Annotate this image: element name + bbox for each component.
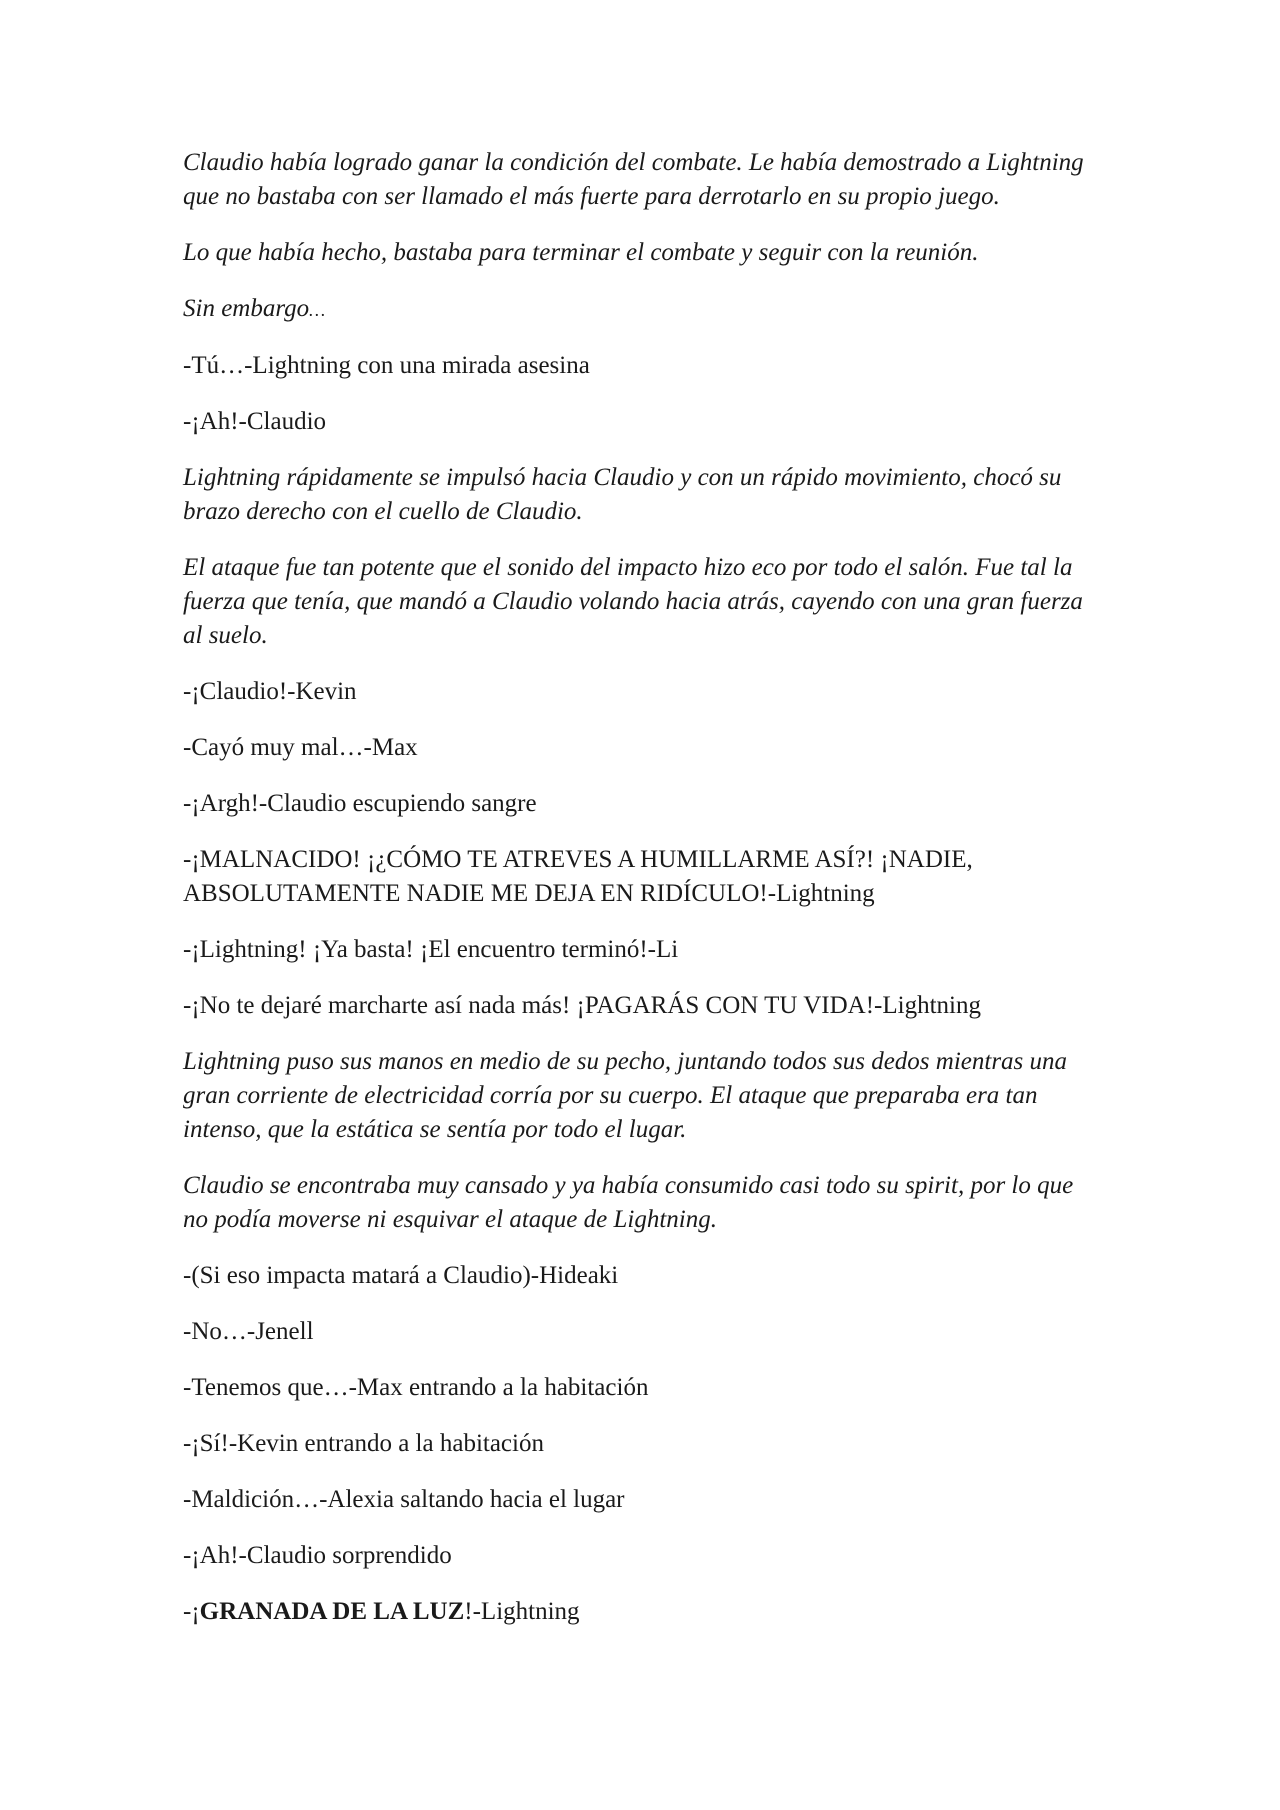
paragraph-dialogue: -¡MALNACIDO! ¡¿CÓMO TE ATREVES A HUMILLARME ASÍ?! ¡NADIE, ABSOLUTAMENTE NADIE ME DEJA EN RIDÍCULO!-Lightning (183, 846, 973, 907)
paragraph-narration: Lightning rápidamente se impulsó hacia Claudio y con un rápido movimiento, chocó su brazo derecho con el cuello de Claudio. (183, 464, 1062, 525)
paragraph-narration: El ataque fue tan potente que el sonido del impacto hizo eco por todo el salón. Fue tal la fuerza que tenía, que mandó a Claudio volando hacia atrás, cayendo con una gran fuerza al suelo. (183, 554, 1083, 649)
paragraph-dialogue: -¡Lightning! ¡Ya basta! ¡El encuentro terminó!-Li (183, 936, 679, 963)
paragraph-narration: Claudio se encontraba muy cansado y ya había consumido casi todo su spirit, por lo que no podía moverse ni esquivar el ataque de Lightning. (183, 1172, 1074, 1233)
paragraph-dialogue: -Cayó muy mal…-Max (183, 734, 418, 761)
paragraph-narration: Claudio había logrado ganar la condición del combate. Le había demostrado a Lightning que no bastaba con ser llamado el más fuerte para derrotarlo en su propio juego. (183, 149, 1084, 210)
paragraph-dialogue: -¡No te dejaré marcharte así nada más! ¡PAGARÁS CON TU VIDA!-Lightning (183, 992, 981, 1019)
paragraph-narration (183, 292, 1103, 327)
ellipsis: … (309, 300, 326, 320)
paragraph-dialogue: -¡Ah!-Claudio (183, 408, 327, 435)
document-body (183, 146, 1103, 1651)
paragraph-dialogue: -¡Sí!-Kevin entrando a la habitación (183, 1430, 544, 1457)
paragraph-narration: Lightning puso sus manos en medio de su pecho, juntando todos sus dedos mientras una gran corriente de electricidad corría por su cuerpo. El ataque que preparaba era tan intenso, que la estática se sentía por todo el lugar. (183, 1048, 1068, 1143)
paragraph-dialogue: -No…-Jenell (183, 1318, 314, 1345)
dialogue-suffix: !-Lightning (464, 1598, 580, 1625)
paragraph-dialogue: -Maldición…-Alexia saltando hacia el lugar (183, 1486, 625, 1513)
paragraph-dialogue: -¡Claudio!-Kevin (183, 678, 357, 705)
paragraph-dialogue: -¡Ah!-Claudio sorprendido (183, 1542, 452, 1569)
narration-text: Sin embargo (183, 295, 310, 322)
paragraph-dialogue: -¡Argh!-Claudio escupiendo sangre (183, 790, 537, 817)
paragraph-dialogue-attack (183, 1595, 1103, 1629)
paragraph-dialogue: -(Si eso impacta matará a Claudio)-Hideaki (183, 1262, 619, 1289)
attack-name: GRANADA DE LA LUZ (199, 1598, 465, 1625)
dialogue-prefix: -¡ (183, 1598, 200, 1625)
paragraph-dialogue: -Tenemos que…-Max entrando a la habitación (183, 1374, 649, 1401)
paragraph-narration: Lo que había hecho, bastaba para terminar el combate y seguir con la reunión. (183, 239, 979, 266)
paragraph-dialogue: -Tú…-Lightning con una mirada asesina (183, 352, 590, 379)
